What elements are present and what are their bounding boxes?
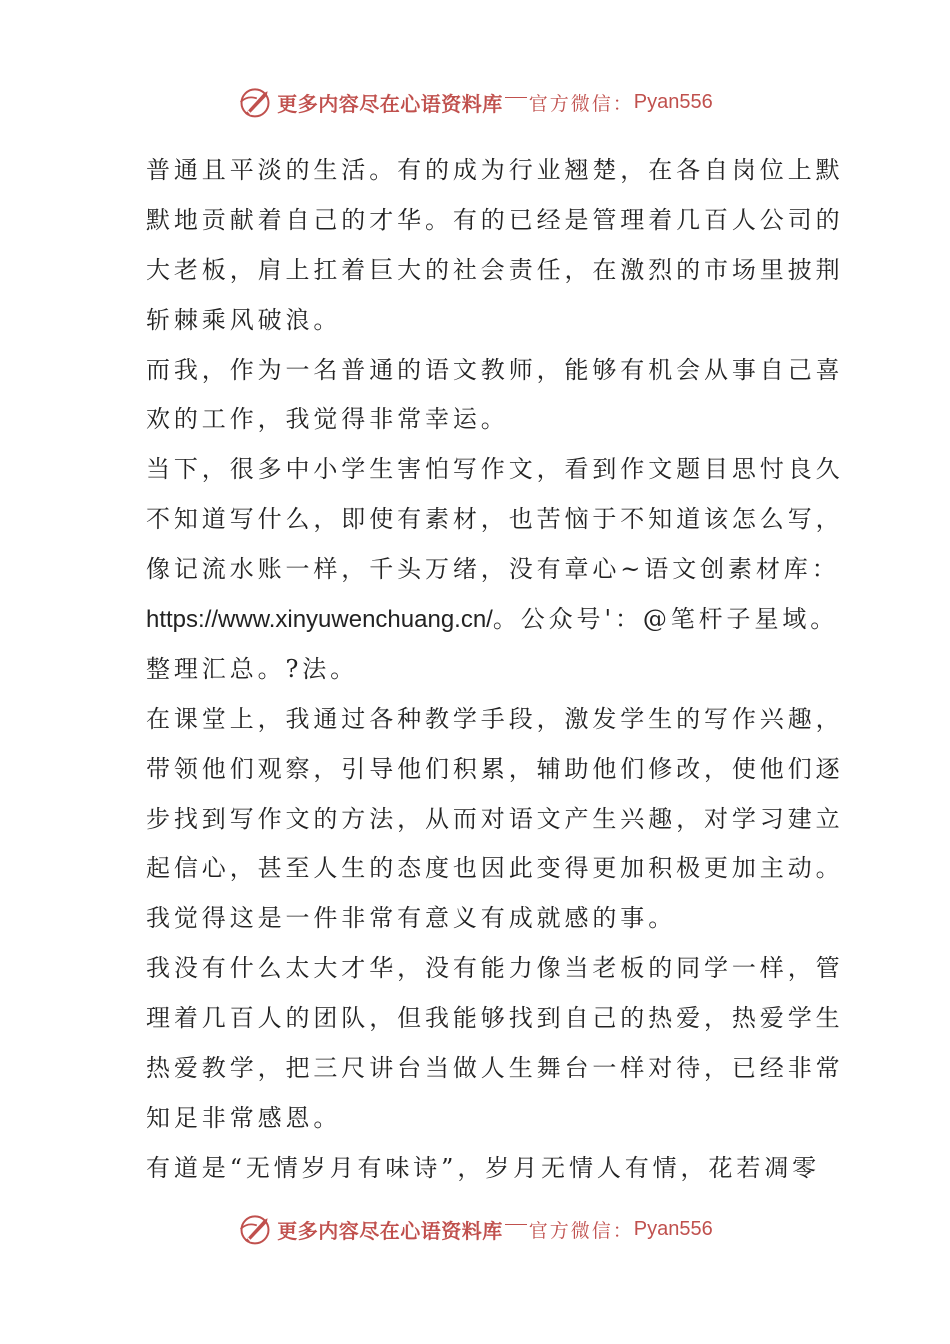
banner-title: 更多内容尽在心语资料库: [277, 1218, 503, 1243]
banner-divider: [505, 97, 527, 98]
banner-wechat-id: Pyan556: [633, 1217, 713, 1240]
body-line: 大老板，肩上扛着巨大的社会责任，在激烈的市场里披荆: [146, 255, 844, 284]
body-line: 起信心，甚至人生的态度也因此变得更加积极更加主动。: [146, 854, 844, 883]
body-line: 而我，作为一名普通的语文教师，能够有机会从事自己喜: [146, 355, 844, 384]
body-line-with-url: [146, 595, 839, 645]
body-line: 有道是“无情岁月有味诗”，岁月无情人有情，花若凋零: [146, 1153, 821, 1182]
document-body: [146, 146, 844, 1194]
source-url-link[interactable]: https://www.xinyuwenchuang.cn/: [146, 606, 493, 634]
pen-logo-icon: [237, 1211, 273, 1247]
footer-banner: [0, 1209, 950, 1249]
body-line: 普通且平淡的生活。有的成为行业翘楚，在各自岗位上默: [146, 156, 844, 184]
body-line: 不知道写什么，即使有素材，也苦恼于不知道该怎么写，: [146, 505, 844, 534]
banner-wechat-label: 官方微信：: [528, 92, 634, 115]
body-line: 当下，很多中小学生害怕写作文，看到作文题目思忖良久: [146, 455, 844, 484]
body-line: 知足非常感恩。: [146, 1103, 342, 1132]
pen-logo-icon: [237, 84, 273, 120]
body-line: 整理汇总。?法。: [146, 654, 359, 683]
body-line: 在课堂上，我通过各种教学手段，激发学生的写作兴趣，: [146, 704, 844, 733]
banner-wechat-id: Pyan556: [633, 90, 713, 113]
body-line: 步找到写作文的方法，从而对语文产生兴趣，对学习建立: [146, 804, 844, 833]
banner-divider: [505, 1224, 527, 1225]
body-line: 欢的工作，我觉得非常幸运。: [146, 405, 509, 434]
header-banner: [0, 82, 950, 122]
banner-wechat-label: 官方微信：: [528, 1219, 634, 1242]
body-line: 理着几百人的团队，但我能够找到自己的热爱，热爱学生: [146, 1004, 844, 1033]
body-line: 像记流水账一样，千头万绪，没有章心~语文创素材库：: [146, 555, 840, 584]
body-line: 斩棘乘风破浪。: [146, 305, 342, 334]
body-line: 我觉得这是一件非常有意义有成就感的事。: [146, 904, 677, 933]
body-line: 热爱教学，把三尺讲台当做人生舞台一样对待，已经非常: [146, 1054, 844, 1083]
body-line: 默地贡献着自己的才华。有的已经是管理着几百人公司的: [146, 205, 844, 234]
body-line-suffix: 。公众号'：@笔杆子星域。: [492, 605, 839, 634]
body-line: 带领他们观察，引导他们积累，辅助他们修改，使他们逐: [146, 754, 844, 783]
body-line: 我没有什么太大才华，没有能力像当老板的同学一样，管: [146, 954, 844, 983]
banner-title: 更多内容尽在心语资料库: [277, 91, 503, 116]
